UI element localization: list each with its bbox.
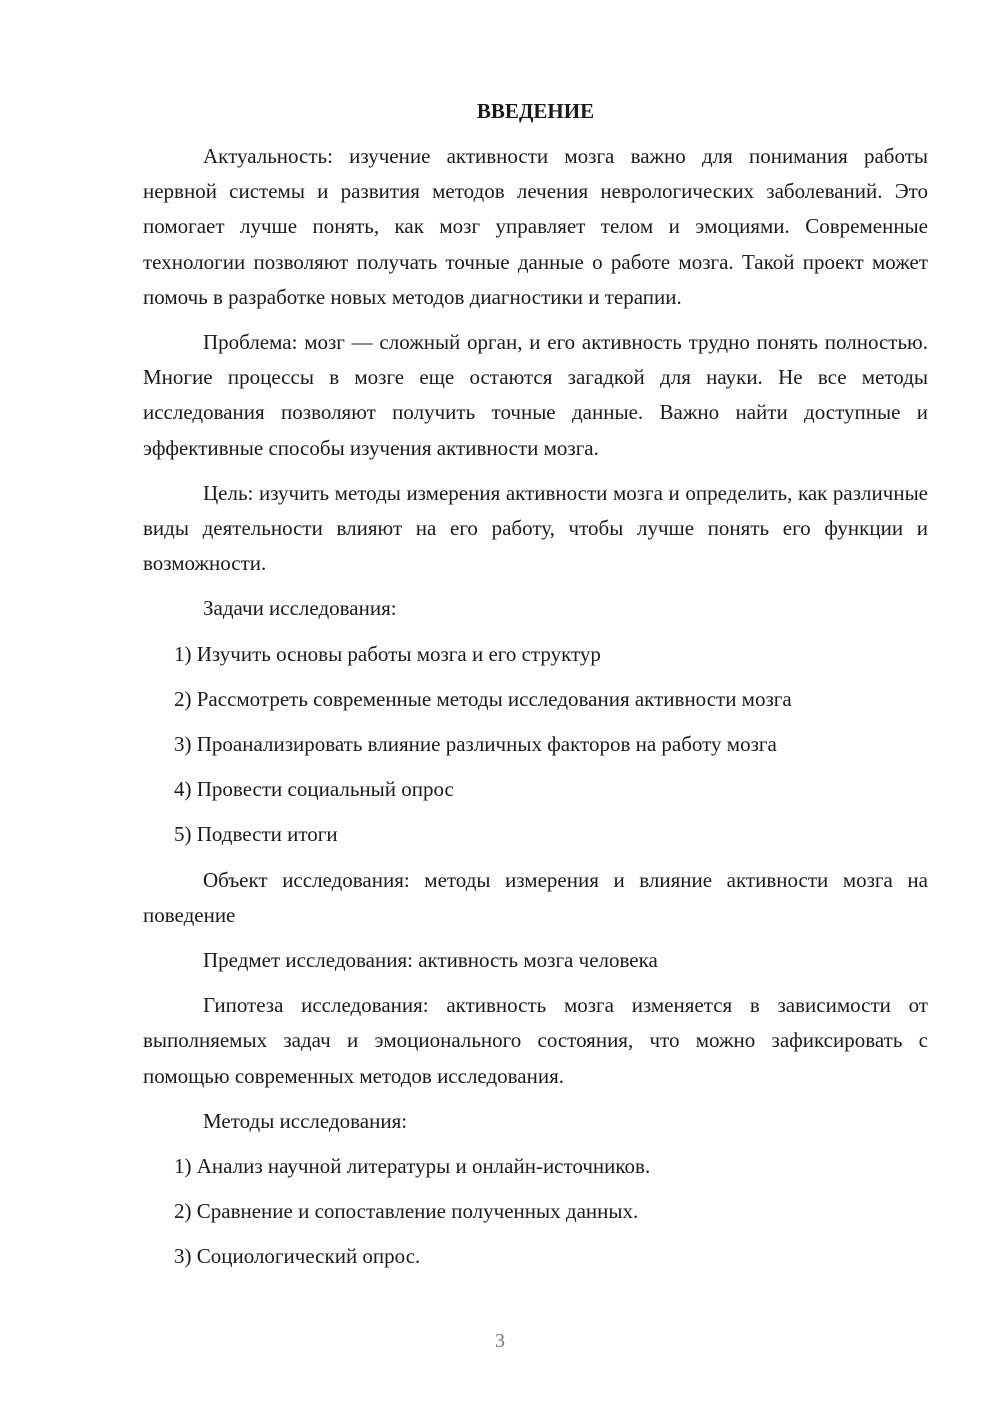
list-item: 1) Изучить основы работы мозга и его структур — [174, 641, 601, 666]
section-heading: ВВЕДЕНИЕ — [476, 99, 595, 123]
goal-paragraph: Цель: изучить методы измерения активности мозга и определить, как различные виды деятельности влияют на его работу, чтобы лучше понять его функции и возможности. — [143, 480, 928, 576]
list-item: 2) Рассмотреть современные методы исследования активности мозга — [174, 686, 792, 711]
list-item: 2) Сравнение и сопоставление полученных данных. — [174, 1199, 639, 1224]
subject-paragraph: Предмет исследования: активность мозга человека — [203, 948, 658, 973]
list-item: 3) Социологический опрос. — [174, 1244, 421, 1269]
list-item: 5) Подвести итоги — [174, 822, 338, 847]
methods-title: Методы исследования: — [203, 1108, 408, 1133]
list-item: 4) Провести социальный опрос — [174, 777, 454, 802]
methods-list — [143, 1149, 928, 1275]
document-page — [143, 94, 928, 1285]
tasks-list — [143, 637, 928, 853]
hypothesis-paragraph: Гипотеза исследования: активность мозга изменяется в зависимости от выполняемых задач и эмоционального состояния, что можно зафиксировать с помощью современных методов исследования. — [143, 993, 928, 1088]
problem-paragraph: Проблема: мозг — сложный орган, и его активность трудно понять полностью. Многие процессы в мозге еще остаются загадкой для науки. Не все методы исследования позволяют получить точные данные. Важно найти доступные и эффективные способы изучения активности мозга. — [143, 330, 928, 460]
list-item: 1) Анализ научной литературы и онлайн-источников. — [174, 1154, 651, 1179]
tasks-title: Задачи исследования: — [203, 596, 397, 621]
list-item: 3) Проанализировать влияние различных факторов на работу мозга — [174, 732, 777, 757]
relevance-paragraph: Актуальность: изучение активности мозга важно для понимания работы нервной системы и развития методов лечения неврологических заболеваний. Это помогает лучше понять, как мозг управляет телом и эмоциями. Современные технологии позволяют получать точные данные о работе мозга. Такой проект может помочь в разработке новых методов диагностики и терапии. — [143, 144, 928, 309]
page-number: 3 — [495, 1330, 505, 1352]
object-paragraph: Объект исследования: методы измерения и влияние активности мозга на поведение — [143, 867, 928, 927]
